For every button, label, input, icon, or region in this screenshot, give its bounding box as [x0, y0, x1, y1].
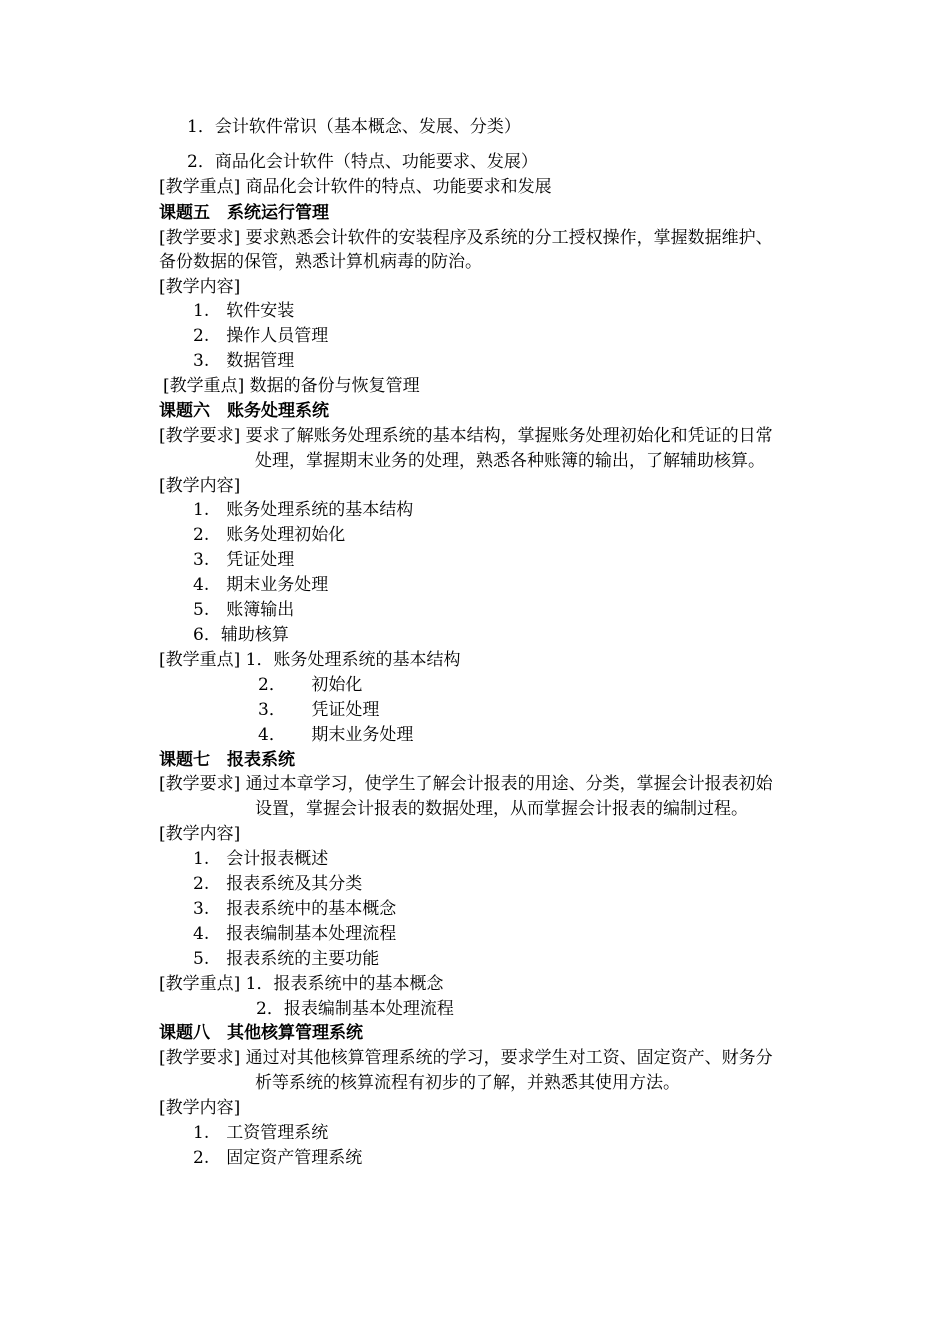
list-item: 1．会计软件常识（基本概念、发展、分类）	[187, 117, 521, 137]
list-item: 2. 账务处理初始化	[193, 525, 346, 545]
teaching-content-label: [教学内容]	[159, 1098, 241, 1118]
teaching-requirement-cont: 处理，掌握期末业务的处理，熟悉各种账簿的输出，了解辅助核算。	[255, 451, 765, 471]
focus-item: 3． 凭证处理	[258, 700, 380, 720]
section-heading: 课题七 报表系统	[159, 750, 295, 770]
teaching-content-label: [教学内容]	[159, 476, 241, 496]
list-item: 4. 期末业务处理	[193, 575, 329, 595]
list-item: 2. 固定资产管理系统	[193, 1148, 363, 1168]
list-item: 1. 工资管理系统	[193, 1123, 329, 1143]
list-item: 1. 会计报表概述	[193, 849, 329, 869]
list-item: 3. 报表系统中的基本概念	[193, 899, 397, 919]
teaching-requirement-cont: 备份数据的保管，熟悉计算机病毒的防治。	[159, 252, 482, 272]
teaching-requirement: [教学要求] 通过本章学习，使学生了解会计报表的用途、分类，掌握会计报表初始	[159, 774, 773, 794]
teaching-content-label: [教学内容]	[159, 277, 241, 297]
list-item: 2. 操作人员管理	[193, 326, 329, 346]
teaching-focus: [教学重点] 商品化会计软件的特点、功能要求和发展	[159, 177, 552, 197]
teaching-focus: [教学重点] 数据的备份与恢复管理	[163, 376, 420, 396]
teaching-requirement-cont: 设置，掌握会计报表的数据处理，从而掌握会计报表的编制过程。	[255, 799, 748, 819]
list-item: 2. 报表系统及其分类	[193, 874, 363, 894]
list-item: 1. 账务处理系统的基本结构	[193, 500, 414, 520]
focus-item: 2．报表编制基本处理流程	[256, 999, 454, 1019]
focus-item: 4． 期末业务处理	[258, 725, 414, 745]
teaching-requirement: [教学要求] 要求熟悉会计软件的安装程序及系统的分工授权操作，掌握数据维护、	[159, 228, 773, 248]
teaching-content-label: [教学内容]	[159, 824, 241, 844]
section-heading: 课题八 其他核算管理系统	[159, 1023, 363, 1043]
list-item: 1. 软件安装	[193, 301, 295, 321]
list-item: 3. 数据管理	[193, 351, 295, 371]
teaching-requirement: [教学要求] 要求了解账务处理系统的基本结构，掌握账务处理初始化和凭证的日常	[159, 426, 773, 446]
list-item: 3. 凭证处理	[193, 550, 295, 570]
list-item: 6．辅助核算	[193, 625, 289, 645]
teaching-focus: [教学重点] 1．报表系统中的基本概念	[159, 974, 444, 994]
teaching-requirement: [教学要求] 通过对其他核算管理系统的学习，要求学生对工资、固定资产、财务分	[159, 1048, 773, 1068]
teaching-focus: [教学重点] 1．账务处理系统的基本结构	[159, 650, 461, 670]
section-heading: 课题五 系统运行管理	[159, 203, 329, 223]
list-item: 5. 报表系统的主要功能	[193, 949, 380, 969]
teaching-requirement-cont: 析等系统的核算流程有初步的了解，并熟悉其使用方法。	[255, 1073, 680, 1093]
section-heading: 课题六 账务处理系统	[159, 401, 329, 421]
list-item: 4. 报表编制基本处理流程	[193, 924, 397, 944]
list-item: 5. 账簿输出	[193, 600, 295, 620]
list-item: 2．商品化会计软件（特点、功能要求、发展）	[187, 152, 538, 172]
focus-item: 2． 初始化	[258, 675, 363, 695]
